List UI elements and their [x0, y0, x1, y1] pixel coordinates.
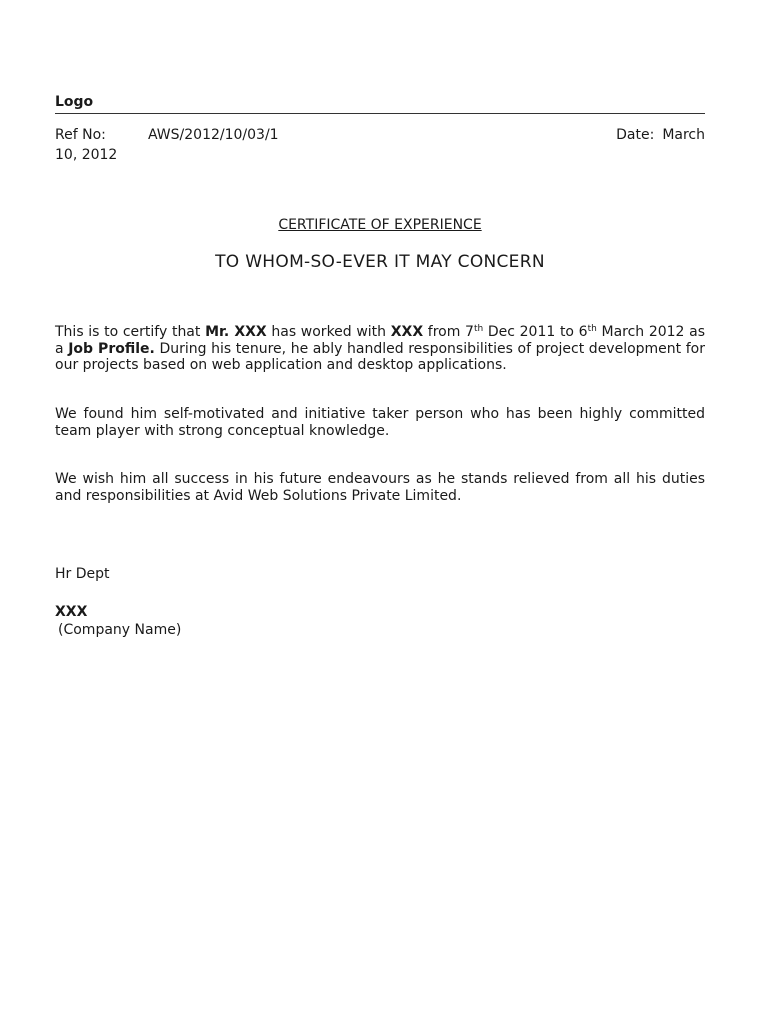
paragraph-certify	[55, 324, 705, 374]
signatory-company: (Company Name)	[58, 622, 182, 638]
certificate-title: CERTIFICATE OF EXPERIENCE	[278, 217, 482, 233]
signatory-department: Hr Dept	[55, 566, 110, 582]
company-name: XXX	[390, 324, 424, 340]
ordinal-suffix: th	[587, 324, 597, 334]
concern-heading: TO WHOM-SO-EVER IT MAY CONCERN	[215, 252, 545, 272]
employee-name: Mr. XXX	[205, 324, 267, 340]
signatory-name: XXX	[55, 604, 88, 620]
p1-text-3: from 7	[423, 324, 474, 340]
p1-text-4: Dec 2011 to 6	[483, 324, 588, 340]
paragraph-wishes: We wish him all success in his future endeavours as he stands relieved from all his duties and responsibilities at Avid Web Solutions Private Limited.	[55, 471, 705, 504]
p1-text-2: has worked with	[266, 324, 391, 340]
date-label: Date:	[616, 127, 655, 143]
date-month: March	[662, 127, 705, 143]
ref-number: AWS/2012/10/03/1	[148, 127, 279, 143]
ref-label: Ref No:	[55, 127, 106, 143]
header-divider	[55, 113, 705, 114]
ordinal-suffix: th	[473, 324, 484, 334]
job-profile: Job Profile.	[68, 340, 155, 357]
p1-text-1: This is to certify that	[55, 324, 206, 340]
p1-text-6: During his tenure, he ably handled responsibilities of project development for our projects based on web application and desktop applications.	[55, 340, 706, 373]
date-continued: 10, 2012	[55, 147, 118, 163]
p1-text-5: March 2012 as a	[55, 324, 706, 357]
paragraph-qualities: We found him self-motivated and initiative taker person who has been highly committed team player with strong conceptual knowledge.	[55, 406, 705, 439]
date-line	[616, 126, 705, 144]
logo-placeholder: Logo	[55, 94, 94, 110]
